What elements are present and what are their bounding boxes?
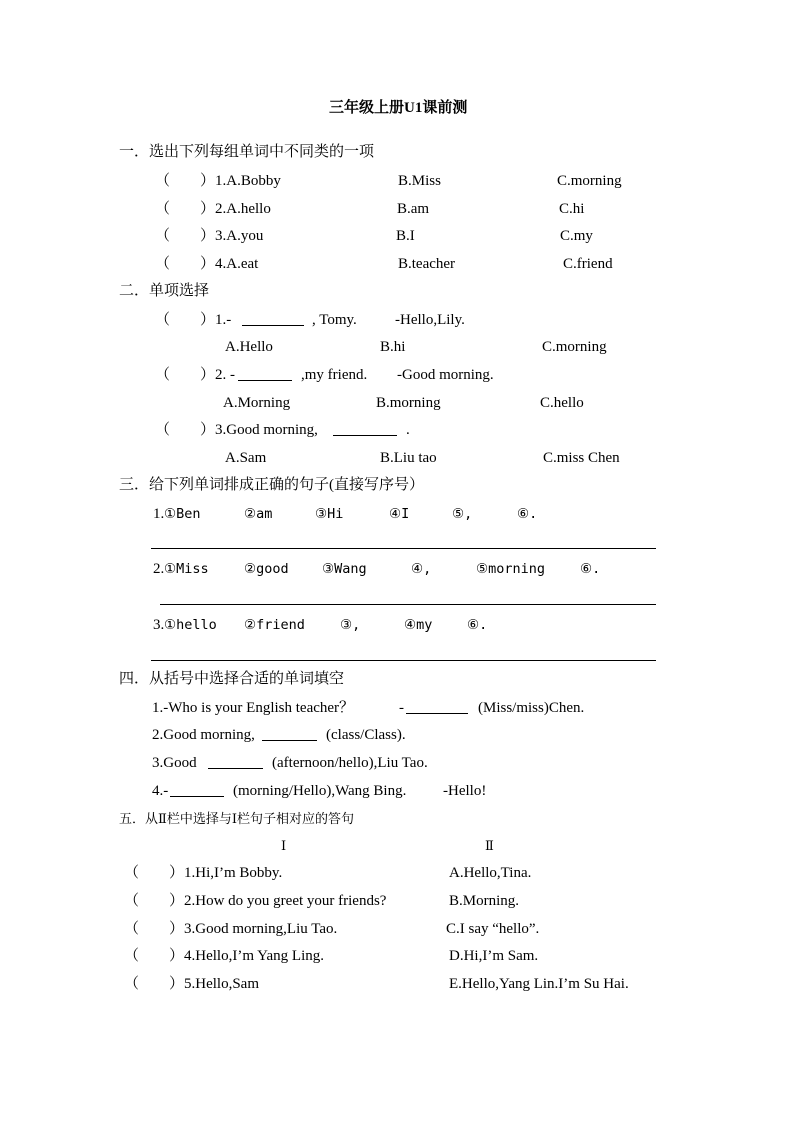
option-b: B.Liu tao — [380, 450, 437, 466]
right-answer: C.I say “hello”. — [446, 921, 540, 937]
answer-paren[interactable]: （ ） — [155, 201, 216, 217]
word-tile: ③Wang — [322, 561, 367, 577]
question-prefix: 2.Good morning, — [152, 727, 255, 743]
question-prefix: 2. - — [215, 367, 235, 383]
question-suffix: ,my friend. — [301, 367, 368, 383]
answer-paren[interactable]: （ ） — [155, 173, 216, 189]
answer-paren[interactable]: （ ） — [155, 256, 216, 272]
page-title: 三年级上册U1课前测 — [329, 100, 468, 116]
right-answer: B.Morning. — [449, 893, 520, 909]
option-c: C.miss Chen — [543, 450, 620, 466]
answer-paren[interactable]: （ ） — [124, 976, 185, 992]
question-suffix: (morning/Hello),Wang Bing. — [233, 783, 407, 799]
question-number: 3. — [153, 617, 165, 633]
question-suffix: (class/Class). — [326, 727, 406, 743]
word-tile: ③, — [340, 617, 361, 633]
word-tile: ②am — [244, 506, 273, 522]
answer-paren[interactable]: （ ） — [124, 921, 185, 937]
reply-text: -Hello! — [443, 783, 487, 799]
blank-line[interactable] — [238, 366, 292, 386]
question-number: 1. — [153, 506, 165, 522]
word-tile: ⑤morning — [476, 561, 545, 577]
word-tile: ⑥. — [580, 561, 601, 577]
option-b: B.I — [396, 228, 415, 244]
left-sentence: 1.Hi,I’m Bobby. — [184, 865, 283, 881]
question-suffix: (afternoon/hello),Liu Tao. — [272, 755, 428, 771]
option-b: B.teacher — [398, 256, 456, 272]
left-sentence: 4.Hello,I’m Yang Ling. — [184, 948, 324, 964]
left-sentence: 2.How do you greet your friends? — [184, 893, 387, 909]
word-tile: ⑥. — [467, 617, 488, 633]
word-tile: ①hello — [164, 617, 217, 633]
option-b: B.morning — [376, 395, 441, 411]
option-a: A.Hello — [225, 339, 273, 355]
word-tile: ⑤, — [452, 506, 473, 522]
answer-paren[interactable]: （ ） — [124, 865, 185, 881]
word-tile: ⑥. — [517, 506, 538, 522]
blank-line[interactable] — [262, 726, 317, 746]
option-a: 3.A.you — [215, 228, 264, 244]
left-sentence: 5.Hello,Sam — [184, 976, 259, 992]
blank-line[interactable] — [406, 699, 468, 719]
word-tile: ①Ben — [164, 506, 201, 522]
option-a: 2.A.hello — [215, 201, 271, 217]
option-c: C.friend — [563, 256, 613, 272]
option-c: C.morning — [557, 173, 622, 189]
section3-heading: 三．给下列单词排成正确的句子(直接写序号） — [119, 477, 424, 493]
reply-text: -Hello,Lily. — [395, 312, 465, 328]
option-a: A.Morning — [223, 395, 291, 411]
answer-paren[interactable]: （ ） — [155, 228, 216, 244]
answer-paren[interactable]: （ ） — [155, 367, 216, 383]
answer-line[interactable] — [151, 548, 656, 549]
question-suffix: , Tomy. — [312, 312, 357, 328]
word-tile: ①Miss — [164, 561, 209, 577]
blank-line[interactable] — [208, 754, 263, 774]
option-b: B.am — [397, 201, 430, 217]
left-sentence: 3.Good morning,Liu Tao. — [184, 921, 338, 937]
answer-line[interactable] — [151, 660, 656, 661]
question-prefix: 3.Good morning, — [215, 422, 318, 438]
option-a: 4.A.eat — [215, 256, 259, 272]
blank-line[interactable] — [333, 421, 397, 441]
word-tile: ②good — [244, 561, 289, 577]
answer-paren[interactable]: （ ） — [155, 312, 216, 328]
right-answer: D.Hi,I’m Sam. — [449, 948, 539, 964]
word-tile: ④I — [389, 506, 410, 522]
column-1-label: Ⅰ — [281, 838, 287, 853]
option-c: C.my — [560, 228, 593, 244]
section5-heading: 五．从Ⅱ栏中选择与Ⅰ栏句子相对应的答句 — [119, 811, 354, 826]
question-prefix: 3.Good — [152, 755, 197, 771]
option-a: 1.A.Bobby — [215, 173, 281, 189]
question-suffix: . — [406, 422, 410, 438]
section4-heading: 四．从括号中选择合适的单词填空 — [119, 671, 345, 687]
blank-line[interactable] — [242, 311, 304, 331]
right-answer: A.Hello,Tina. — [449, 865, 532, 881]
blank-line[interactable] — [170, 782, 224, 802]
question-prefix: 4.- — [152, 783, 169, 799]
answer-line[interactable] — [160, 604, 656, 605]
option-c: C.hi — [559, 201, 585, 217]
word-tile: ④, — [411, 561, 432, 577]
option-b: B.Miss — [398, 173, 441, 189]
answer-paren[interactable]: （ ） — [124, 948, 185, 964]
word-tile: ④my — [404, 617, 433, 633]
section2-heading: 二．单项选择 — [119, 283, 210, 299]
option-b: B.hi — [380, 339, 406, 355]
word-tile: ②friend — [244, 617, 305, 633]
answer-paren[interactable]: （ ） — [155, 422, 216, 438]
question-number: 2. — [153, 561, 165, 577]
answer-paren[interactable]: （ ） — [124, 893, 185, 909]
option-c: C.morning — [542, 339, 607, 355]
reply-text: -Good morning. — [397, 367, 494, 383]
word-tile: ③Hi — [315, 506, 344, 522]
right-answer: E.Hello,Yang Lin.I’m Su Hai. — [449, 976, 629, 992]
section1-heading: 一．选出下列每组单词中不同类的一项 — [119, 144, 375, 160]
question-prefix: 1.- — [215, 312, 232, 328]
option-a: A.Sam — [225, 450, 267, 466]
dash-text: - — [399, 700, 404, 716]
question-prefix: 1.-Who is your English teacher？ — [152, 700, 355, 716]
column-2-label: Ⅱ — [485, 838, 494, 853]
question-suffix: (Miss/miss)Chen. — [478, 700, 585, 716]
option-c: C.hello — [540, 395, 584, 411]
